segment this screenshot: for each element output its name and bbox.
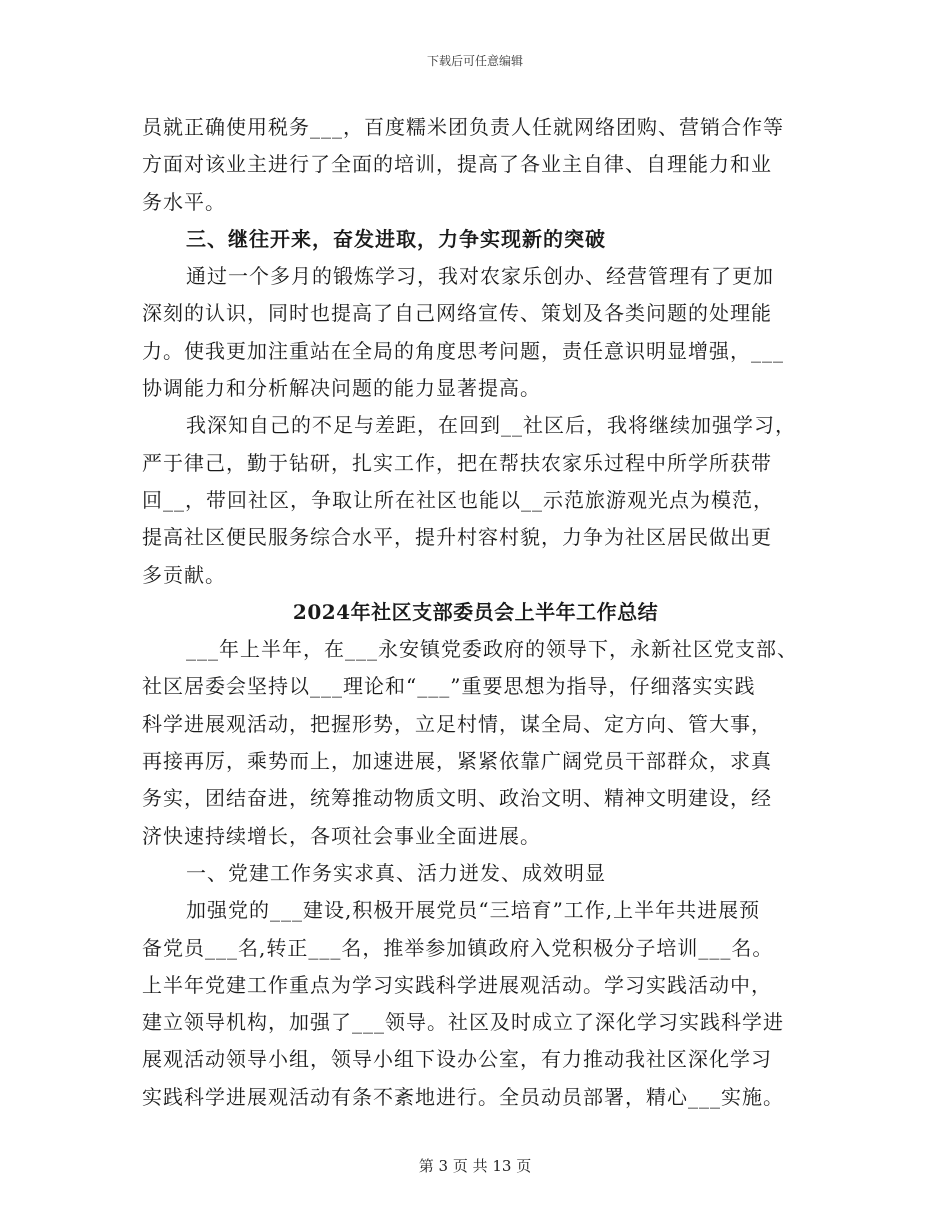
text-line: 协调能力和分析解决问题的能力显著提高。: [142, 376, 541, 401]
text-line: 深刻的认识，同时也提高了自己网络宣传、策划及各类问题的处理能: [142, 301, 772, 326]
text-line: 严于律己，勤于钻研，扎实工作，把在帮扶农家乐过程中所学所获带: [142, 450, 772, 475]
text-line: 务水平。: [142, 189, 226, 214]
section-heading: 2024年社区支部委员会上半年工作总结: [292, 599, 659, 624]
document-body: [142, 109, 809, 1116]
text-line: 再接再厉，乘势而上，加速进展，紧紧依靠广阔党员干部群众，求真: [142, 749, 772, 774]
text-line: 提高社区便民服务综合水平，提升村容村貌，力争为社区居民做出更: [142, 525, 772, 550]
text-line: 备党员___名,转正___名，推举参加镇政府入党积极分子培训___名。: [142, 935, 774, 960]
text-line: 通过一个多月的锻炼学习，我对农家乐创办、经营管理有了更加: [186, 264, 774, 289]
text-line: 我深知自己的不足与差距，在回到__社区后，我将继续加强学习，: [186, 413, 796, 438]
text-line: 员就正确使用税务___，百度糯米团负责人任就网络团购、营销合作等: [142, 115, 784, 139]
text-lines: [142, 109, 809, 1116]
text-line: 加强党的___建设,积极开展党员“三培育”工作,上半年共进展预: [186, 898, 761, 923]
text-line: 科学进展观活动，把握形势，立足村情，谋全局、定方向、管大事，: [142, 711, 772, 736]
page-footer: 第 3 页 共 13 页: [418, 1157, 532, 1175]
text-line: 上半年党建工作重点为学习实践科学进展观活动。学习实践活动中，: [142, 972, 772, 997]
text-line: 一、党建工作务实求真、活力迸发、成效明显: [186, 860, 606, 885]
text-line: 回__，带回社区，争取让所在社区也能以__示范旅游观光点为模范，: [142, 487, 774, 512]
text-line: ___年上半年，在___永安镇党委政府的领导下，永新社区党支部、: [186, 637, 798, 662]
section-heading: 三、继往开来，奋发进取，力争实现新的突破: [186, 226, 606, 251]
text-line: 多贡献。: [142, 562, 226, 587]
text-line: 务实，团结奋进，统筹推动物质文明、政治文明、精神文明建设，经: [142, 786, 772, 811]
text-line: 方面对该业主进行了全面的培训，提高了各业主自律、自理能力和业: [142, 152, 772, 177]
text-line: 展观活动领导小组，领导小组下设办公室，有力推动我社区深化学习: [142, 1047, 772, 1072]
page-header: 下载后可任意编辑: [426, 54, 523, 68]
text-line: 社区居委会坚持以___理论和“___”重要思想为指导，仔细落实实践: [142, 674, 756, 699]
text-line: 实践科学进展观活动有条不紊地进行。全员动员部署，精心___实施。: [142, 1084, 784, 1109]
text-line: 济快速持续增长，各项社会事业全面进展。: [142, 823, 541, 848]
text-line: 力。使我更加注重站在全局的角度思考问题，责任意识明显增强，___: [142, 338, 784, 363]
text-line: 建立领导机构，加强了___领导。社区及时成立了深化学习实践科学进: [142, 1010, 784, 1035]
